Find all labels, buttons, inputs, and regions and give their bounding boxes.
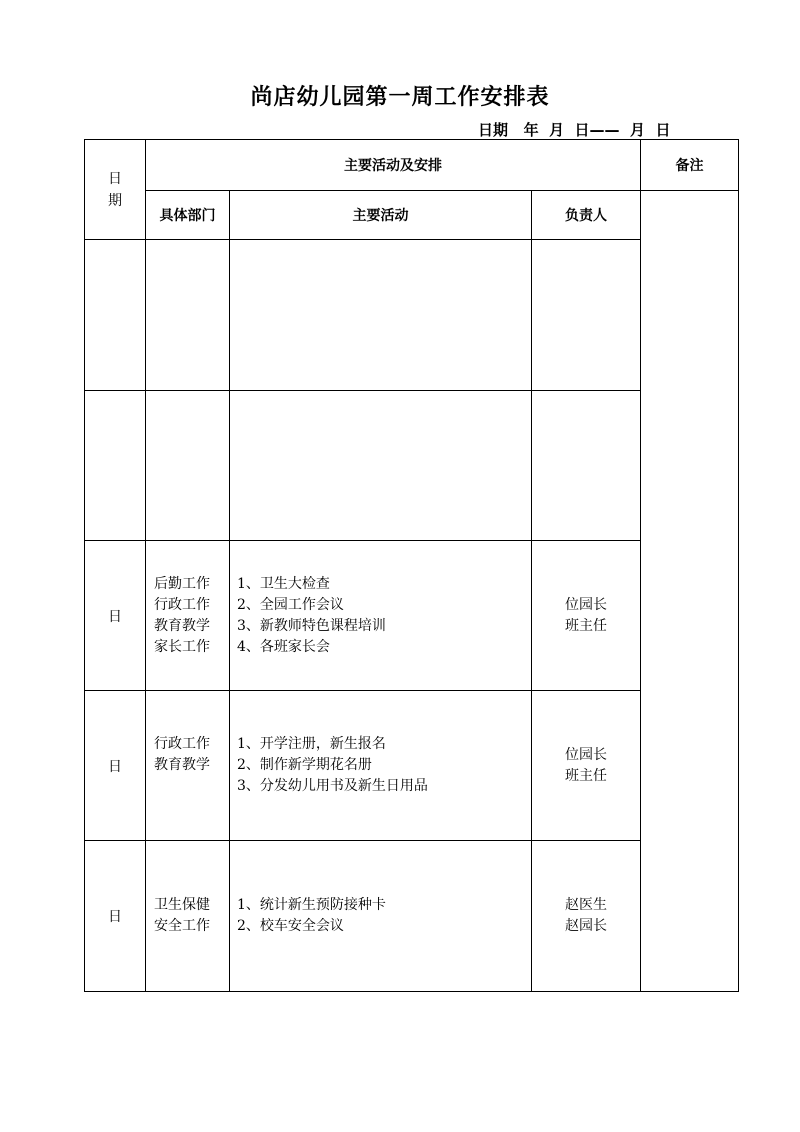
schedule-table bbox=[84, 139, 739, 992]
row-activities bbox=[230, 541, 532, 691]
activity-item: 1、卫生大检查 bbox=[237, 575, 330, 592]
row-responsible bbox=[532, 841, 641, 992]
responsible-item: 位园长 bbox=[565, 596, 607, 613]
department-item: 行政工作 bbox=[154, 596, 210, 613]
activity-item: 1、开学注册，新生报名 bbox=[237, 736, 386, 752]
table-row bbox=[85, 240, 739, 391]
row-date: 日 bbox=[85, 691, 146, 841]
header-row-2 bbox=[85, 191, 739, 240]
date-header-char-1: 日 bbox=[108, 170, 122, 187]
table-row bbox=[85, 691, 739, 841]
date-column-header bbox=[85, 140, 146, 240]
header-row-1 bbox=[85, 140, 739, 191]
row-responsible bbox=[532, 240, 641, 391]
row-departments bbox=[146, 541, 230, 691]
row-responsible bbox=[532, 691, 641, 841]
table-row bbox=[85, 841, 739, 992]
row-date: 日 bbox=[85, 841, 146, 992]
row-responsible bbox=[532, 391, 641, 541]
row-responsible bbox=[532, 541, 641, 691]
activity-item: 2、全园工作会议 bbox=[237, 596, 344, 613]
department-item: 安全工作 bbox=[154, 918, 210, 934]
activity-item: 3、新教师特色课程培训 bbox=[237, 617, 386, 634]
department-item: 家长工作 bbox=[154, 638, 210, 655]
responsible-item: 位园长 bbox=[565, 746, 607, 763]
department-item: 后勤工作 bbox=[154, 575, 210, 592]
row-departments bbox=[146, 391, 230, 541]
department-item: 行政工作 bbox=[154, 736, 210, 752]
date-header-char-2: 期 bbox=[108, 192, 122, 209]
department-header: 具体部门 bbox=[146, 191, 230, 240]
activity-item: 2、校车安全会议 bbox=[237, 918, 344, 934]
department-item: 教育教学 bbox=[154, 757, 210, 773]
responsible-item: 赵医生 bbox=[565, 897, 607, 913]
responsible-item: 班主任 bbox=[565, 617, 607, 634]
row-date: 日 bbox=[85, 541, 146, 691]
row-departments bbox=[146, 240, 230, 391]
activity-item: 3、分发幼儿用书及新生日用品 bbox=[237, 778, 428, 794]
row-date bbox=[85, 391, 146, 541]
department-spacer bbox=[154, 776, 229, 797]
responsible-item: 班主任 bbox=[565, 767, 607, 784]
table-row bbox=[85, 541, 739, 691]
row-activities bbox=[230, 391, 532, 541]
main-activity-group-header: 主要活动及安排 bbox=[146, 140, 641, 191]
activity-item: 2、制作新学期花名册 bbox=[237, 757, 372, 773]
main-activity-header: 主要活动 bbox=[230, 191, 532, 240]
activity-item: 4、各班家长会 bbox=[237, 638, 330, 655]
row-departments bbox=[146, 691, 230, 841]
row-activities bbox=[230, 691, 532, 841]
row-activities bbox=[230, 841, 532, 992]
row-activities bbox=[230, 240, 532, 391]
row-departments bbox=[146, 841, 230, 992]
table-row bbox=[85, 391, 739, 541]
department-item: 教育教学 bbox=[154, 617, 210, 634]
remarks-header: 备注 bbox=[641, 140, 739, 191]
row-date bbox=[85, 240, 146, 391]
department-item: 卫生保健 bbox=[154, 897, 210, 913]
responsible-item: 赵园长 bbox=[565, 918, 607, 934]
responsible-header: 负责人 bbox=[532, 191, 641, 240]
remarks-cell bbox=[641, 191, 739, 992]
date-range: 日期 年 月 日—— 月 日 bbox=[478, 121, 671, 139]
page-title: 尚店幼儿园第一周工作安排表 bbox=[250, 85, 550, 110]
activity-item: 1、统计新生预防接种卡 bbox=[237, 897, 386, 913]
